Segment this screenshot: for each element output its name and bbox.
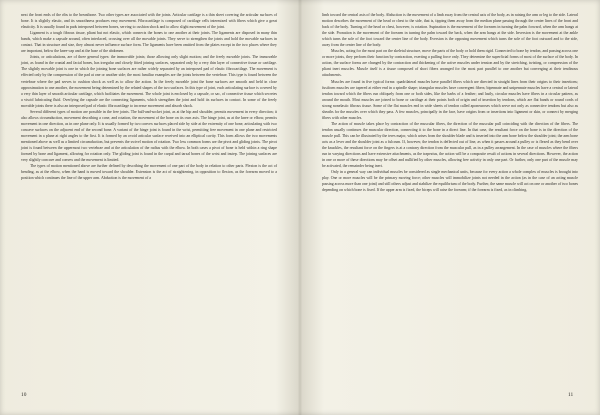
left-page-number: 10 xyxy=(21,392,27,398)
left-page xyxy=(21,12,277,181)
right-paragraph-2: Muscles, acting for the most part on the skeletal structure, move the parts of the body or hold them rigid. Connected to bone by tendon, and passing across one or more joints, they perform their function by contraction, exerting a pulling force only. They determine the superficial forms of most of the surface of the body. In action, the surface forms are changed by the contraction and thickening of the active muscles under tension and by the stretching, twisting, or compression of the pliant inert muscles. Muscle itself is a tissue composed of short fibers arranged for the most part parallel to one another but converging at their tendinous attachments. xyxy=(322,49,578,78)
right-paragraph-3: Muscles are found in five typical forms: quadrilateral muscles have parallel fibers which are directed in straight lines from their origins to their insertions; fusiform muscles are tapered at either end in a spindle shape; triangular muscles have convergent fibers; bipennate and unipennate muscles have a central or lateral tendon toward which the fibers run obliquely from one or both sides, like the barbs of a feather; and lastly, circular muscles have fibers in a circular pattern, as around the mouth. Most muscles are joined to bone or cartilage at their points both of origin and of insertion by tendons, which are flat bands or round cords of strong nonelastic fibrous tissue. Some of the flat muscles end in wide sheets of tendon called aponeuroses which serve not only as connective tendons but also as sheaths for the muscles over which they pass. A few muscles, principally in the face, have origins from or insertions into ligament or skin, or connect by merging fibers with other muscles. xyxy=(322,79,578,120)
left-paragraph-5: The types of motion mentioned above are further defined by describing the movement of one part of the body in relation to other parts. Flexion is the act of bending, as at the elbow, when the hand is moved toward the shoulder. Extension is the act of straightening, in opposition to flexion, as the forearm moved to a position which continues the line of the upper arm. Abduction is the movement of a xyxy=(21,164,277,181)
right-page-number: 11 xyxy=(568,392,574,398)
left-paragraph-3: Joints, or articulations, are of three general types: the immovable joints; those allowing only slight motion; and the freely movable joints. The immovable joint, as found in the cranial and facial bones, has irregular and closely fitted joining surfaces, separated only by a very thin layer of connective tissue or cartilage. The slightly movable joint is one in which the joining bone surfaces are rather widely separated by an interposed pad of elastic fibrocartilage. The movement is effected only by the compression of the pad at one or another side; the most familiar examples are the joints between the vertebrae. This type is found between the vertebrae where the pad serves to cushion shock as well as to allow the action. In the freely movable joint the bone surfaces are smooth and held in close approximation to one another, the movement being determined by the related shapes of the two surfaces. In this type of joint, each articulating surface is covered by a very thin layer of smooth articular cartilage, which facilitates the movement. The whole joint is enclosed by a capsule, or sac, of connective tissue which secretes a viscid lubricating fluid. Overlying the capsule are the connecting ligaments, which strengthen the joint and hold its surfaces in contact. In some of the freely movable joints there is also an interposed pad of elastic fibrocartilage to increase movement and absorb shock. xyxy=(21,55,277,108)
left-paragraph-2: Ligament is a tough fibrous tissue, pliant but not elastic, which connects the bones to one another at their joints. The ligaments are disposed in many thin bands, which make a capsule around, often interlaced, crossing over all the movable joints. They serve to strengthen the joints and hold the movable surfaces in contact. That in structure and size, they almost never influence surface form. The ligaments have been omitted from the plates except in the two places where they are important, below the knee-cap and at the base of the abdomen. xyxy=(21,31,277,54)
right-paragraph-1: limb toward the central axis of the body. Abduction is the movement of a limb away from the central axis of the body, as in raising the arm or leg to the side. Lateral motion describes the movement of the head or chest to the side, that is, tipping them away from the median plane passing through the center lines of the front and back of the body. Turning of the head or chest, however, is rotation. Supination is the movement of the forearm in turning the palm forward, when the arm hangs at the side. Pronation is the movement of the forearm in turning the palm toward the back, when the arm hangs at the side. Inversion is the movement at the ankle which turns the sole of the foot toward the center line of the body. Eversion is the opposing movement which turns the sole of the foot outward and to the side, away from the center line of the body. xyxy=(322,13,578,48)
left-paragraph-4: Several different types of motion are possible in the free joints. The ball-and-socket joint, as at the hip and shoulder, permits movement in every direction; it also allows circumduction, movement describing a cone, and rotation, the movement of the bone on its own axis. The hinge joint, as at the knee or elbow, permits movement in one direction, as in one plane only. It is usually formed by two convex surfaces placed side by side at the extremity of one bone, articulating with two concave surfaces on the adjacent end of the second bone. A variant of the hinge joint is found in the wrist, permitting free movement in one plane and restricted movement in a plane at right angles to the first. It is formed by an ovoid articular surface received into an elliptical cavity. This form allows the two movements mentioned above as well as a limited circumduction, but prevents the swivel motion of rotation. Two less common forms are the pivot and gliding joints. The pivot joint is found between the uppermost two vertebrae and at the articulation of the radius with the elbow. In both cases a pivot of bone is held within a ring shape formed by bone and ligament, allowing for rotation only. The gliding joint is found in the carpal and tarsal bones of the wrist and instep. The joining surfaces are very slightly concave and convex and the movement is limited. xyxy=(21,109,277,163)
right-page xyxy=(322,12,578,193)
right-paragraph-5: Only in a general way can individual muscles be considered as single mechanical units, because for every action a whole complex of muscles is brought into play. One or more muscles will be the primary moving force; other muscles will immobilize joints not needed in the action (as in the case of an acting muscle passing across more than one joint) and still others adjust and stabilize the equilibrium of the body. Further, the same muscle will act on one or another of two bones depending on which bone is fixed. If the upper arm is fixed, the biceps will raise the forearm; if the forearm is fixed, as in climbing, xyxy=(322,170,578,193)
left-paragraph-1: next the front ends of the ribs to the breastbone. Two other types are associated with the joints. Articular cartilage is a thin sheet covering the articular surfaces of bone. It is slightly elastic, and its smoothness produces easy movement. Fibrocartilage is composed of cartilage cells intermixed with fibers which give a great elasticity. It is usually found in pads interposed between bones, serving to cushion shock and to allow slight movement of the joint. xyxy=(21,13,277,30)
right-paragraph-4: The action of muscle takes place by contraction of the muscular fibers, the direction of the muscular pull coinciding with the direction of the fibers. The tendon usually continues the muscular direction, connecting it to the bone in a direct line. In that case, the resultant force on the bone is in the direction of the muscle pull. This can be illustrated by the teres major, which arises from the shoulder blade and is inserted into the arm bone below the shoulder joint; the arm bone acts as a lever and the shoulder joint as a fulcrum. If, however, the tendon is deflected out of line, as when it passes around a pulley or is flexed as they bend over the knuckles, the resultant force on the fingers is at a contrary direction from the muscular pull, as in a pulley arrangement. In the case of muscles where the fibers run in varying directions and have extensive attachments, as the trapezius, the action will be a composite result of actions in several directions. However, the action in one or more of these directions may be offset and nullified by other muscles, allowing free activity in only one part. Or further, only one part of the muscle may be activated, the remainder being inert. xyxy=(322,121,578,169)
